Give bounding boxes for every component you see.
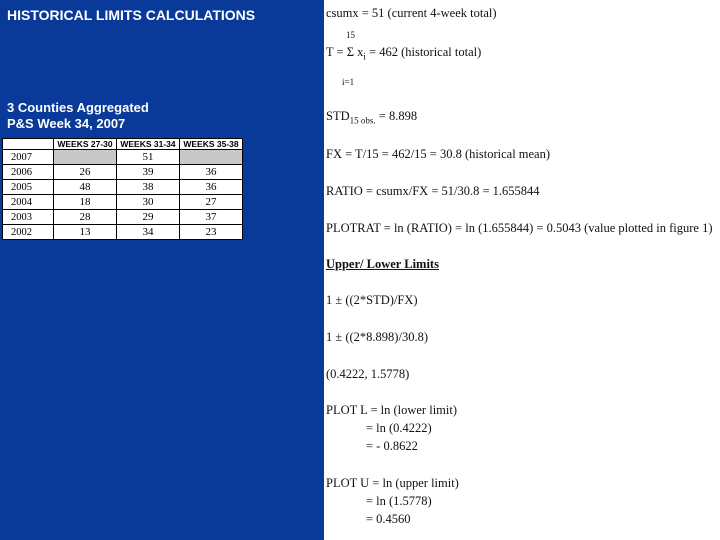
table-header-weeks-27-30: WEEKS 27-30 <box>54 139 117 150</box>
historical-total-line <box>326 45 481 62</box>
value-cell: 30 <box>117 195 180 210</box>
calculations-panel <box>326 0 720 540</box>
csumx-line: csumx = 51 (current 4-week total) <box>326 6 497 20</box>
std-main: STD <box>326 109 350 123</box>
left-panel <box>0 0 324 540</box>
value-cell-blank <box>54 150 117 165</box>
value-cell: 51 <box>117 150 180 165</box>
plotrat-line: PLOTRAT = ln (RATIO) = ln (1.655844) = 0.5043 (value plotted in figure 1) <box>326 221 713 235</box>
year-cell: 2002 <box>3 225 54 240</box>
value-cell: 48 <box>54 180 117 195</box>
std-subscript: 15 obs. <box>349 115 376 126</box>
formula-line-2: 1 ± ((2*8.898)/30.8) <box>326 330 428 344</box>
table-header-weeks-31-34: WEEKS 31-34 <box>117 139 180 150</box>
year-cell: 2004 <box>3 195 54 210</box>
value-cell: 27 <box>180 195 243 210</box>
value-cell: 29 <box>117 210 180 225</box>
year-cell: 2007 <box>3 150 54 165</box>
plot-upper-line-1: PLOT U = ln (upper limit) <box>326 476 459 490</box>
value-cell: 13 <box>54 225 117 240</box>
plot-upper-line-2: = ln (1.5778) <box>366 494 432 508</box>
subtitle-block <box>7 100 149 132</box>
value-cell: 39 <box>117 165 180 180</box>
page-title: HISTORICAL LIMITS CALCULATIONS <box>7 7 256 23</box>
interval-line: (0.4222, 1.5778) <box>326 367 410 381</box>
limits-heading: Upper/ Lower Limits <box>326 257 439 271</box>
table-row <box>3 180 243 195</box>
value-cell: 38 <box>117 180 180 195</box>
table-row <box>3 150 243 165</box>
fx-line: FX = T/15 = 462/15 = 30.8 (historical mean) <box>326 147 551 161</box>
value-cell: 37 <box>180 210 243 225</box>
sum-upper-bound: 15 <box>346 30 355 40</box>
value-cell: 28 <box>54 210 117 225</box>
sum-rest: = 462 (historical total) <box>365 45 482 59</box>
value-cell: 36 <box>180 165 243 180</box>
value-cell: 18 <box>54 195 117 210</box>
table-header-row <box>3 139 243 150</box>
subtitle-counties: 3 Counties Aggregated <box>7 100 149 115</box>
year-cell: 2005 <box>3 180 54 195</box>
ratio-line: RATIO = csumx/FX = 51/30.8 = 1.655844 <box>326 184 540 198</box>
subtitle-week: P&S Week 34, 2007 <box>7 116 126 131</box>
std-rest: = 8.898 <box>375 109 418 123</box>
sum-main: T = Σ x <box>326 45 364 59</box>
table-header-weeks-35-38: WEEKS 35-38 <box>180 139 243 150</box>
std-line <box>326 109 417 126</box>
value-cell: 23 <box>180 225 243 240</box>
table-header-blank <box>3 139 54 150</box>
formula-line-1: 1 ± ((2*STD)/FX) <box>326 293 418 307</box>
table-row <box>3 165 243 180</box>
value-cell: 36 <box>180 180 243 195</box>
year-cell: 2003 <box>3 210 54 225</box>
sum-lower-bound: i=1 <box>342 77 355 87</box>
table-row <box>3 195 243 210</box>
historical-data-table <box>2 138 243 240</box>
table-row <box>3 225 243 240</box>
value-cell: 26 <box>54 165 117 180</box>
year-cell: 2006 <box>3 165 54 180</box>
sum-subscript: i <box>363 51 366 62</box>
plot-upper-line-3: = 0.4560 <box>366 512 411 526</box>
value-cell-blank <box>180 150 243 165</box>
plot-lower-line-3: = - 0.8622 <box>366 439 418 453</box>
table-row <box>3 210 243 225</box>
plot-lower-line-1: PLOT L = ln (lower limit) <box>326 403 457 417</box>
plot-lower-line-2: = ln (0.4222) <box>366 421 432 435</box>
value-cell: 34 <box>117 225 180 240</box>
